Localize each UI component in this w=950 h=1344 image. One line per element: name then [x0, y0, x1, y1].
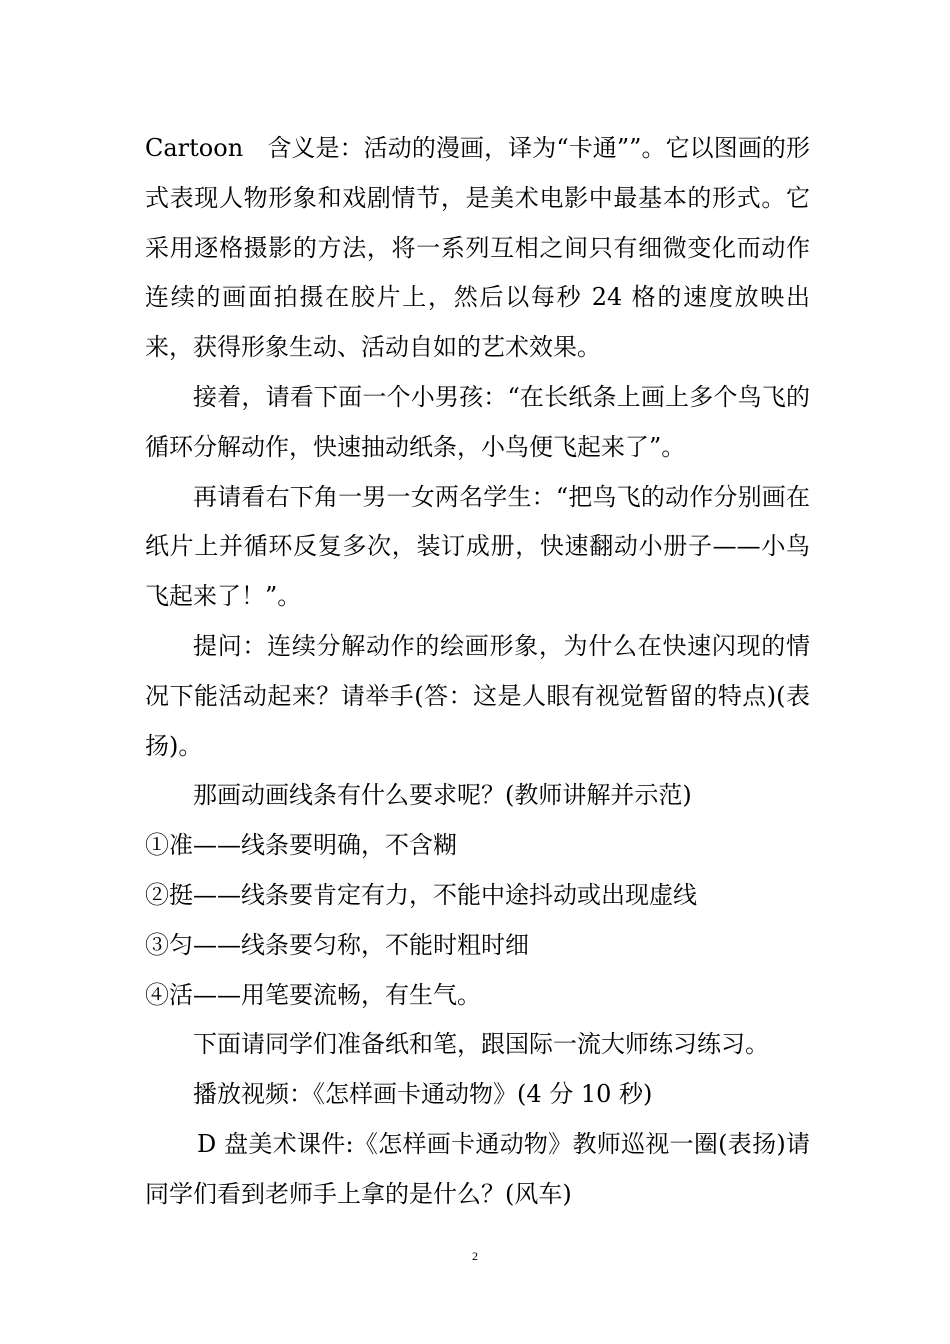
paragraph-question: 提问：连续分解动作的绘画形象，为什么在快速闪现的情况下能活动起来？请举手(答：这是人眼有视觉暂留的特点)(表扬)。 [145, 631, 810, 760]
page-number: 2 [472, 1249, 478, 1263]
requirement-item: ④活——用笔要流畅，有生气。 [145, 980, 481, 1009]
requirement-item: ①准——线条要明确，不含糊 [145, 831, 457, 860]
requirement-item: ②挺——线条要肯定有力，不能中途抖动或出现虚线 [145, 880, 697, 909]
paragraph-boy-example: 接着，请看下面一个小男孩：“在长纸条上画上多个鸟飞的循环分解动作，快速抽动纸条，小鸟便飞起来了”。 [145, 382, 810, 461]
paragraph-students-example: 再请看右下角一男一女两名学生：“把鸟飞的动作分别画在纸片上并循环反复多次，装订成册，快速翻动小册子——小鸟飞起来了！”。 [145, 482, 810, 611]
paragraph-practice: 下面请同学们准备纸和笔，跟国际一流大师练习练习。 [193, 1030, 769, 1059]
paragraph-line-requirements-intro: 那画动画线条有什么要求呢？(教师讲解并示范) [193, 781, 692, 810]
paragraph-play-video: 播放视频：《怎样画卡通动物》(4 分 10 秒) [193, 1080, 653, 1109]
paragraph-cartoon-definition: Cartoon 含义是：活动的漫画，译为“卡通””。它以图画的形式表现人物形象和戏剧情节，是美术电影中最基本的形式。它采用逐格摄影的方法，将一系列互相之间只有细微变化而动作连续的画面拍摄在胶片上，然后以每秒 24 格的速度放映出来，获得形象生动、活动自如的艺术效果。 [145, 134, 810, 362]
document-body [145, 124, 810, 1220]
requirement-item: ③匀——线条要匀称，不能时粗时细 [145, 930, 529, 959]
paragraph-courseware: D 盘美术课件:《怎样画卡通动物》教师巡视一圈(表扬)请同学们看到老师手上拿的是什么？(风车) [145, 1129, 810, 1208]
